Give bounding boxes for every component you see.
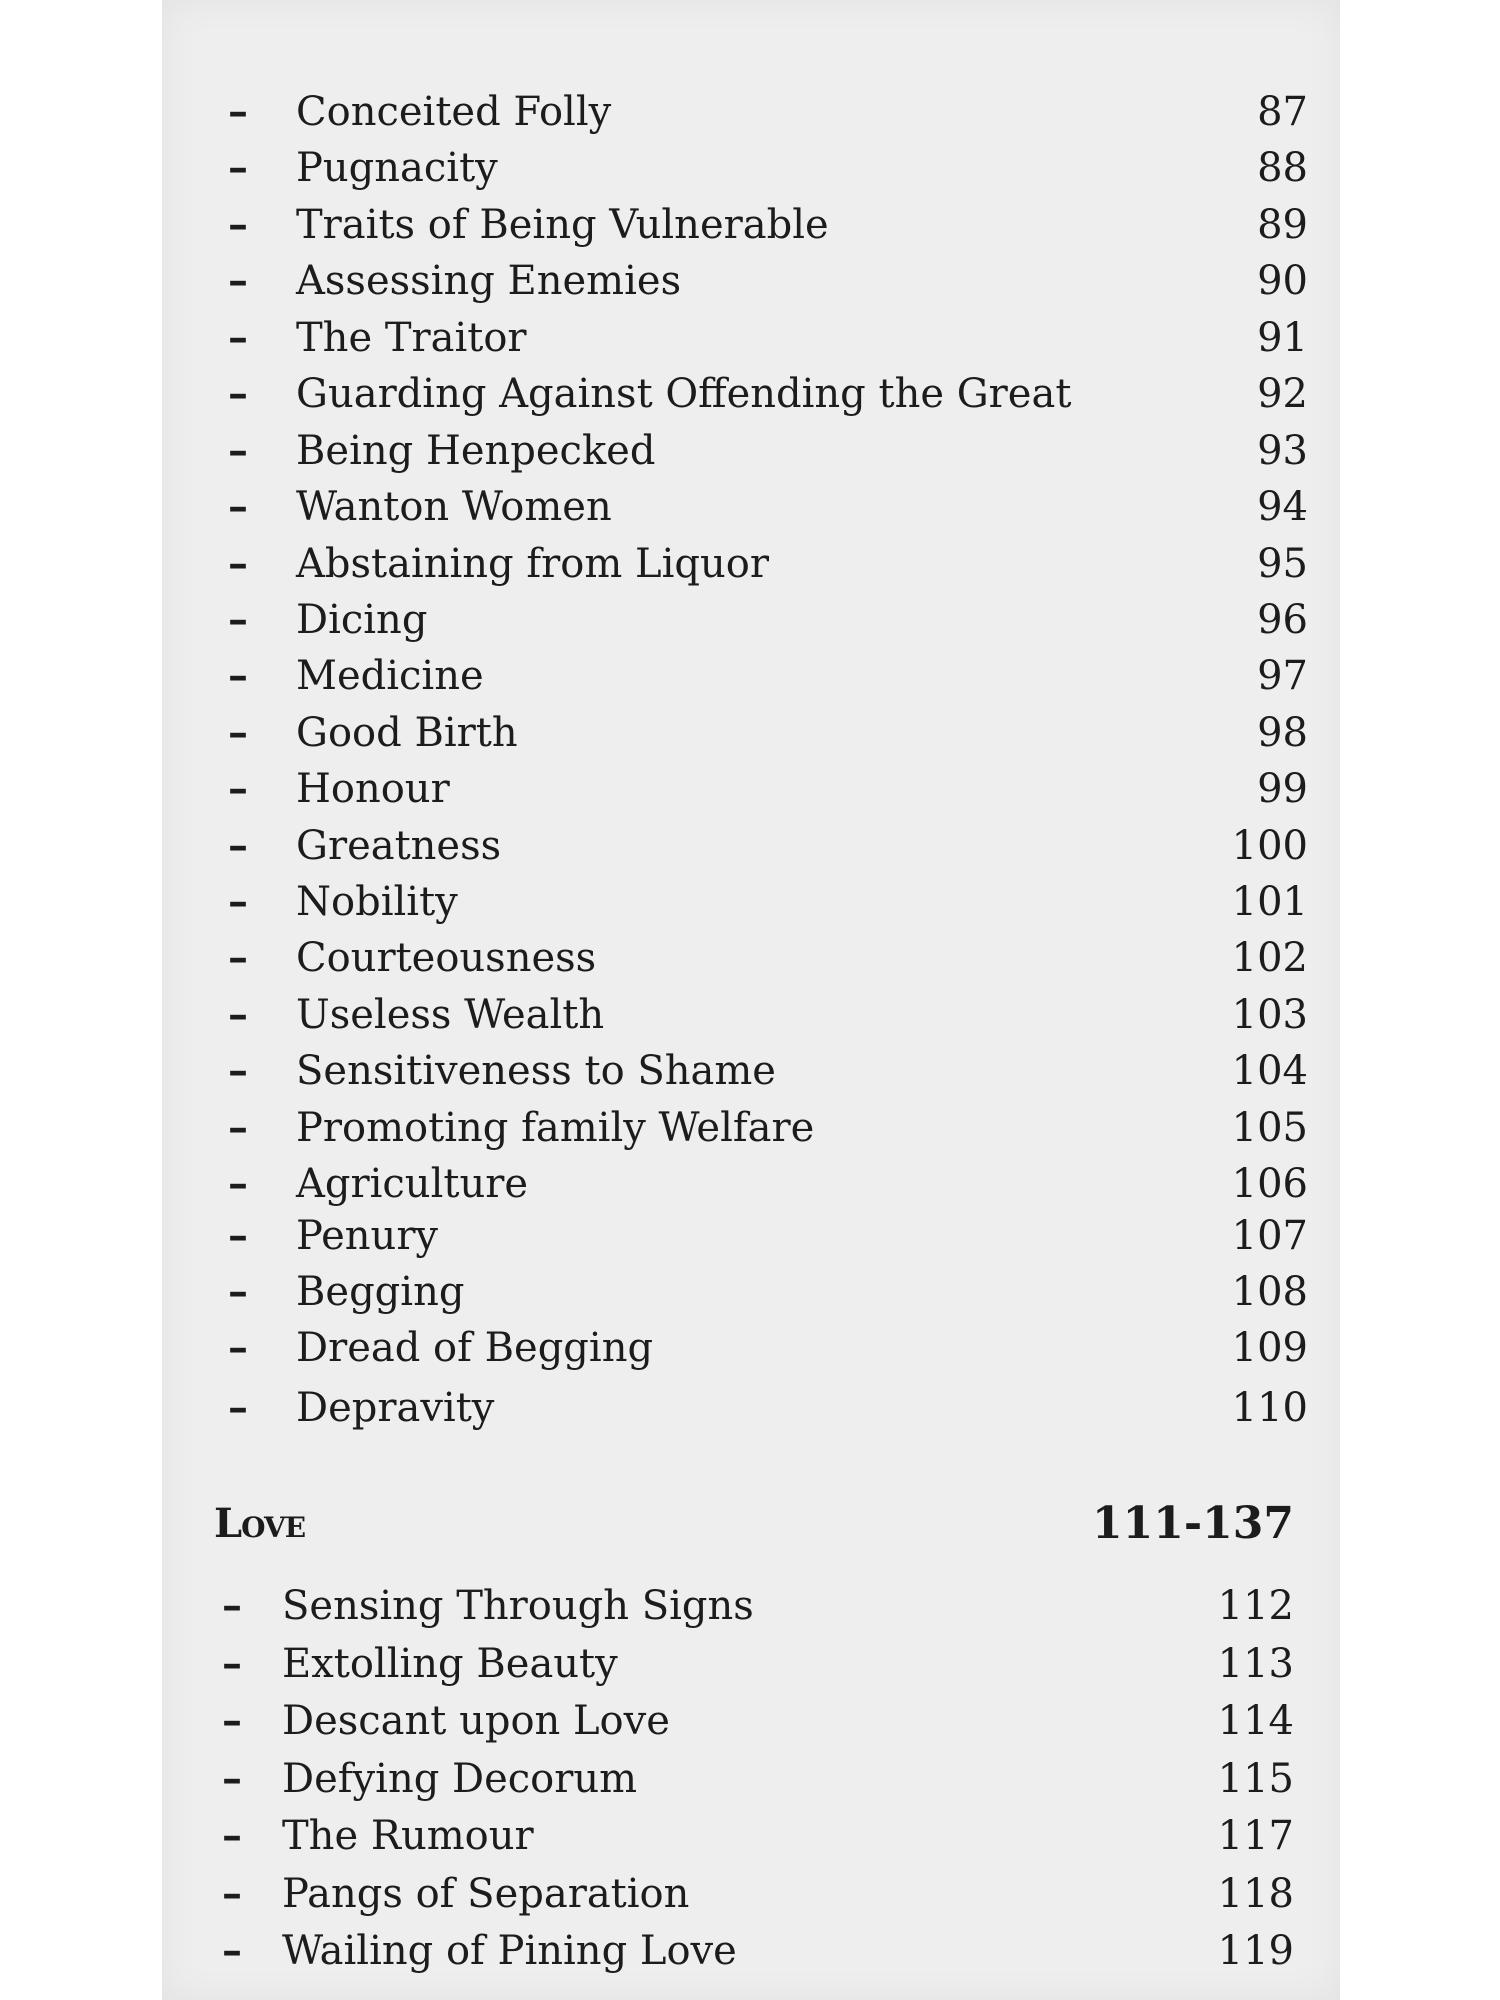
entry-dash: – [228, 1047, 248, 1094]
entry-dash: – [222, 1582, 242, 1629]
toc-entry [162, 932, 1340, 984]
entry-title: Good Birth [296, 710, 518, 756]
entry-title: The Traitor [296, 315, 527, 361]
toc-entry [162, 1045, 1340, 1097]
entry-title: Promoting family Welfare [296, 1105, 815, 1151]
entry-title: Defying Decorum [282, 1756, 638, 1802]
entry-title: Courteousness [296, 935, 597, 981]
entry-dash: – [228, 934, 248, 981]
entry-dash: – [228, 1160, 248, 1207]
entry-title: Guarding Against Offending the Great [296, 371, 1072, 417]
toc-entry [162, 481, 1340, 533]
book-page [162, 0, 1340, 2000]
section-title: Love [214, 1500, 306, 1547]
entry-page-number: 118 [1217, 1871, 1294, 1917]
toc-entry [162, 1925, 1340, 1977]
toc-entry [162, 650, 1340, 702]
entry-page-number: 88 [1257, 145, 1308, 191]
toc-entry [162, 368, 1340, 420]
entry-title: Being Henpecked [296, 428, 656, 474]
toc-entry [162, 538, 1340, 590]
entry-page-number: 112 [1217, 1583, 1294, 1629]
entry-page-number: 90 [1257, 258, 1308, 304]
toc-entry [162, 425, 1340, 477]
entry-title: Abstaining from Liquor [296, 541, 769, 587]
entry-page-number: 109 [1231, 1325, 1308, 1371]
entry-title: Pangs of Separation [282, 1871, 690, 1917]
toc-entry [162, 1810, 1340, 1862]
entry-dash: – [228, 88, 248, 135]
toc-entry [162, 255, 1340, 307]
entry-page-number: 94 [1257, 484, 1308, 530]
entry-page-number: 102 [1231, 935, 1308, 981]
entry-page-number: 101 [1231, 879, 1308, 925]
entry-title: Greatness [296, 823, 502, 869]
entry-page-number: 92 [1257, 371, 1308, 417]
table-of-contents [162, 0, 1340, 2000]
toc-entry [162, 989, 1340, 1041]
entry-dash: – [228, 144, 248, 191]
entry-title: Sensitiveness to Shame [296, 1048, 776, 1094]
entry-dash: – [228, 540, 248, 587]
entry-page-number: 106 [1231, 1161, 1308, 1207]
toc-entry [162, 876, 1340, 928]
toc-entry [162, 763, 1340, 815]
entry-dash: – [228, 1324, 248, 1371]
entry-dash: – [228, 201, 248, 248]
entry-page-number: 98 [1257, 710, 1308, 756]
entry-title: Begging [296, 1269, 465, 1315]
entry-dash: – [222, 1697, 242, 1744]
entry-title: Penury [296, 1213, 439, 1259]
entry-page-number: 105 [1231, 1105, 1308, 1151]
entry-dash: – [228, 1268, 248, 1315]
entry-dash: – [228, 483, 248, 530]
entry-title: Nobility [296, 879, 458, 925]
toc-entry [162, 1102, 1340, 1154]
entry-dash: – [222, 1812, 242, 1859]
section-heading-love [162, 1496, 1340, 1552]
entry-title: Pugnacity [296, 145, 498, 191]
toc-entry [162, 1638, 1340, 1690]
section-page-range: 111-137 [1092, 1498, 1294, 1549]
entry-dash: – [228, 652, 248, 699]
entry-dash: – [222, 1755, 242, 1802]
entry-page-number: 113 [1217, 1641, 1294, 1687]
entry-title: Assessing Enemies [296, 258, 682, 304]
toc-entry [162, 1210, 1340, 1262]
entry-title: Dicing [296, 597, 428, 643]
entry-dash: – [228, 765, 248, 812]
entry-title: Descant upon Love [282, 1698, 670, 1744]
entry-page-number: 89 [1257, 202, 1308, 248]
entry-page-number: 97 [1257, 653, 1308, 699]
entry-page-number: 115 [1217, 1756, 1294, 1802]
entry-dash: – [228, 991, 248, 1038]
entry-page-number: 91 [1257, 315, 1308, 361]
entry-page-number: 100 [1231, 823, 1308, 869]
toc-entry [162, 1753, 1340, 1805]
entry-page-number: 108 [1231, 1269, 1308, 1315]
entry-dash: – [228, 257, 248, 304]
entry-title: The Rumour [282, 1813, 534, 1859]
entry-dash: – [228, 427, 248, 474]
entry-page-number: 87 [1257, 89, 1308, 135]
entry-page-number: 117 [1217, 1813, 1294, 1859]
toc-entry [162, 142, 1340, 194]
toc-entry [162, 1695, 1340, 1747]
entry-page-number: 96 [1257, 597, 1308, 643]
entry-title: Depravity [296, 1385, 495, 1431]
entry-title: Extolling Beauty [282, 1641, 618, 1687]
entry-page-number: 114 [1217, 1698, 1294, 1744]
entry-page-number: 93 [1257, 428, 1308, 474]
entry-dash: – [222, 1927, 242, 1974]
entry-page-number: 95 [1257, 541, 1308, 587]
toc-entry [162, 820, 1340, 872]
entry-title: Traits of Being Vulnerable [296, 202, 829, 248]
entry-dash: – [228, 314, 248, 361]
toc-entry [162, 1158, 1340, 1210]
entry-dash: – [222, 1870, 242, 1917]
toc-entry [162, 1580, 1340, 1632]
entry-page-number: 104 [1231, 1048, 1308, 1094]
toc-entry [162, 1382, 1340, 1434]
entry-title: Honour [296, 766, 450, 812]
toc-entry [162, 199, 1340, 251]
entry-page-number: 103 [1231, 992, 1308, 1038]
entry-title: Agriculture [296, 1161, 528, 1207]
entry-title: Medicine [296, 653, 484, 699]
entry-page-number: 110 [1231, 1385, 1308, 1431]
entry-title: Wailing of Pining Love [282, 1928, 737, 1974]
entry-title: Useless Wealth [296, 992, 605, 1038]
toc-entry [162, 1266, 1340, 1318]
entry-dash: – [228, 370, 248, 417]
entry-dash: – [228, 822, 248, 869]
toc-entry [162, 86, 1340, 138]
toc-entry [162, 1868, 1340, 1920]
entry-dash: – [228, 596, 248, 643]
toc-entry [162, 707, 1340, 759]
entry-title: Dread of Begging [296, 1325, 654, 1371]
entry-dash: – [228, 709, 248, 756]
entry-title: Conceited Folly [296, 89, 612, 135]
toc-entry [162, 1322, 1340, 1374]
entry-dash: – [228, 1212, 248, 1259]
entry-title: Sensing Through Signs [282, 1583, 754, 1629]
entry-dash: – [222, 1640, 242, 1687]
entry-page-number: 99 [1257, 766, 1308, 812]
entry-dash: – [228, 1104, 248, 1151]
entry-page-number: 107 [1231, 1213, 1308, 1259]
entry-title: Wanton Women [296, 484, 612, 530]
entry-dash: – [228, 1384, 248, 1431]
entry-page-number: 119 [1217, 1928, 1294, 1974]
entry-dash: – [228, 878, 248, 925]
toc-entry [162, 312, 1340, 364]
toc-entry [162, 594, 1340, 646]
